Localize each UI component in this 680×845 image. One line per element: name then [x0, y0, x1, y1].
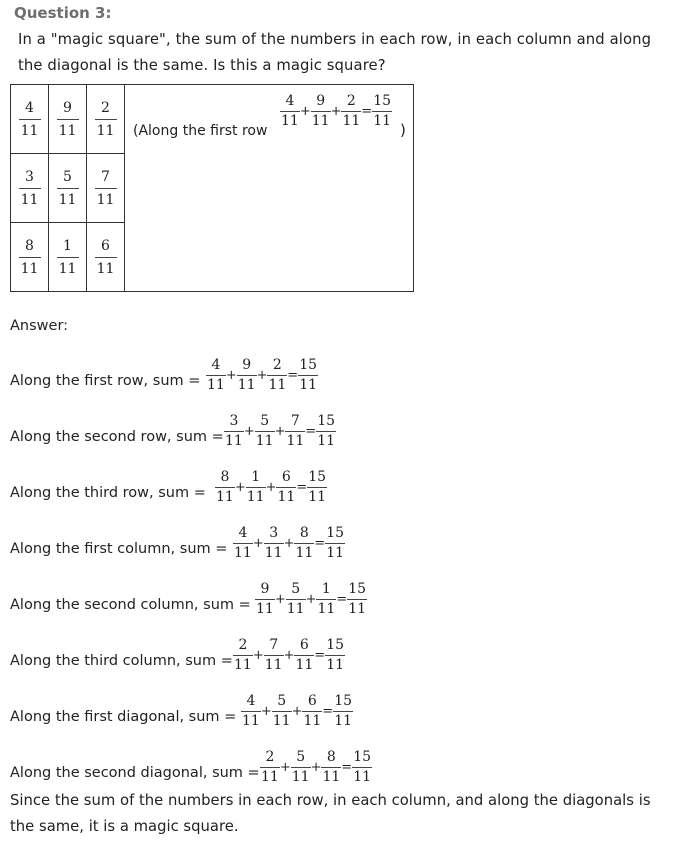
- question-text: In a "magic square", the sum of the numbers in each row, in each column and along the diagonal is the same. Is this a magic square?: [18, 31, 652, 74]
- sum-expression: [224, 413, 336, 450]
- plus-sign: +: [252, 648, 264, 663]
- equals-sign: =: [322, 704, 334, 719]
- plus-sign: +: [274, 424, 286, 439]
- fraction: $\frac{15}{11}$: [299, 357, 318, 393]
- fraction: $\frac{5}{11}$: [255, 413, 274, 449]
- sum-expression: [255, 581, 367, 618]
- grid-cell: $\frac{3}{11}$: [11, 154, 49, 223]
- grid-cell: $\frac{7}{11}$: [87, 154, 125, 223]
- fraction: $\frac{15}{11}$: [353, 749, 372, 785]
- equals-sign: =: [287, 368, 299, 383]
- fraction: $\frac{2}{11}$: [268, 357, 287, 393]
- sum-line-label: Along the first column, sum =: [10, 541, 228, 557]
- fraction: $\frac{2}{11}$: [234, 637, 252, 673]
- fraction: $\frac{8}{11}$: [295, 525, 314, 561]
- plus-sign: +: [279, 760, 291, 775]
- sum-line: [10, 452, 650, 506]
- magic-square-table: [10, 84, 414, 292]
- fraction: $\frac{5}{11}$: [286, 581, 305, 617]
- fraction: $\frac{15}{11}$: [334, 693, 353, 729]
- conclusion-text: Since the sum of the numbers in each row, in each column, and along the diagonals is the same, it is a magic square.: [10, 792, 651, 835]
- sum-line: [10, 564, 650, 618]
- note-label: (Along the first row: [133, 123, 268, 139]
- fraction: $\frac{15}{11}$: [317, 413, 336, 449]
- sum-expression: [233, 525, 345, 562]
- sum-line: [10, 676, 650, 730]
- plus-sign: +: [291, 704, 303, 719]
- fraction: $\frac{6}{11}$: [277, 469, 296, 505]
- plus-sign: +: [265, 480, 277, 495]
- plus-sign: +: [274, 592, 286, 607]
- fraction: $\frac{8}{11}$: [322, 749, 341, 785]
- fraction: $\frac{3}{11}$: [264, 525, 283, 561]
- fraction: $\frac{7}{11}$: [286, 413, 305, 449]
- question-title: Question 3:: [14, 4, 112, 22]
- fraction: $\frac{9}{11}$: [256, 581, 274, 617]
- sum-line: [10, 508, 650, 562]
- fraction: $\frac{4}{11}$: [207, 357, 225, 393]
- sum-line-label: Along the first row, sum =: [10, 373, 201, 389]
- equals-sign: =: [305, 424, 317, 439]
- plus-sign: +: [305, 592, 317, 607]
- grid-cell: $\frac{1}{11}$: [49, 223, 87, 292]
- fraction: $\frac{5}{11}$: [291, 749, 310, 785]
- grid-cell: $\frac{8}{11}$: [11, 223, 49, 292]
- sum-line-label: Along the third column, sum =: [10, 653, 233, 669]
- grid-cell: $\frac{2}{11}$: [87, 85, 125, 154]
- sum-line: [10, 340, 650, 394]
- fraction: $\frac{4}{11}$: [234, 525, 252, 561]
- note-equation: $\frac{4}{11}$ + $\frac{9}{11}$ + $\frac{2}{11}$ = $\frac{15}{11}$: [281, 93, 392, 129]
- equals-sign: =: [296, 480, 308, 495]
- fraction: $\frac{9}{11}$: [237, 357, 256, 393]
- sum-expression: [215, 469, 327, 506]
- grid-cell: $\frac{5}{11}$: [49, 154, 87, 223]
- fraction: $\frac{6}{11}$: [295, 637, 314, 673]
- sum-line-label: Along the third row, sum =: [10, 485, 206, 501]
- plus-sign: +: [283, 536, 295, 551]
- fraction: $\frac{3}{11}$: [225, 413, 243, 449]
- equals-sign: =: [314, 536, 326, 551]
- sum-line-label: Along the second diagonal, sum =: [10, 765, 260, 781]
- plus-sign: +: [252, 536, 264, 551]
- note-close: ): [400, 121, 406, 139]
- fraction: $\frac{15}{11}$: [308, 469, 327, 505]
- plus-sign: +: [234, 480, 246, 495]
- sum-line: [10, 396, 650, 450]
- plus-sign: +: [283, 648, 295, 663]
- fraction: $\frac{2}{11}$: [261, 749, 279, 785]
- fraction: $\frac{4}{11}$: [242, 693, 260, 729]
- grid-cell: $\frac{4}{11}$: [11, 85, 49, 154]
- sum-line-label: Along the second column, sum =: [10, 597, 251, 613]
- equals-sign: =: [314, 648, 326, 663]
- grid-note: [125, 85, 414, 292]
- plus-sign: +: [310, 760, 322, 775]
- fraction: $\frac{15}{11}$: [348, 581, 367, 617]
- sum-line: [10, 620, 650, 674]
- sum-line: [10, 732, 650, 786]
- fraction: $\frac{1}{11}$: [246, 469, 265, 505]
- equals-sign: =: [341, 760, 353, 775]
- sum-expression: [206, 357, 318, 394]
- equals-sign: =: [336, 592, 348, 607]
- sum-expression: [233, 637, 345, 674]
- plus-sign: +: [256, 368, 268, 383]
- fraction: $\frac{7}{11}$: [264, 637, 283, 673]
- sum-expression: [260, 749, 372, 786]
- plus-sign: +: [225, 368, 237, 383]
- sum-line-label: Along the first diagonal, sum =: [10, 709, 237, 725]
- fraction: $\frac{6}{11}$: [303, 693, 322, 729]
- fraction: $\frac{8}{11}$: [216, 469, 234, 505]
- fraction: $\frac{1}{11}$: [317, 581, 336, 617]
- sum-line-label: Along the second row, sum =: [10, 429, 224, 445]
- fraction: $\frac{5}{11}$: [272, 693, 291, 729]
- grid-cell: $\frac{9}{11}$: [49, 85, 87, 154]
- fraction: $\frac{15}{11}$: [326, 525, 345, 561]
- sum-expression: [241, 693, 353, 730]
- grid-cell: $\frac{6}{11}$: [87, 223, 125, 292]
- answer-label: Answer:: [10, 318, 69, 334]
- fraction: $\frac{15}{11}$: [326, 637, 345, 673]
- plus-sign: +: [243, 424, 255, 439]
- plus-sign: +: [260, 704, 272, 719]
